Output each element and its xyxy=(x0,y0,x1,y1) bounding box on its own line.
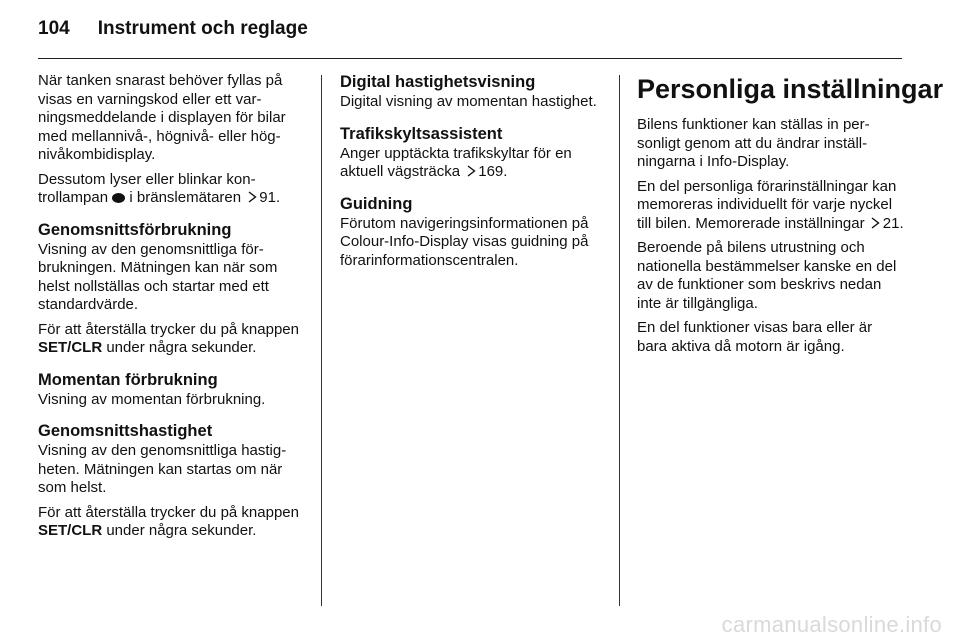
personal-settings-text-4: En del funktioner visas bara eller är bara aktiva då motorn är igång. xyxy=(637,319,873,355)
set-clr-button-label: SET/CLR xyxy=(38,522,103,539)
reset-text-after: under några sekunder. xyxy=(106,522,257,539)
traffic-sign-page-ref[interactable]: 169. xyxy=(478,163,508,180)
fuel-warning-paragraph: När tanken snarast behöver fyllas på visas en varningskod eller ett varningsmeddelande i displayen för bilar med mellannivå-, högnivå- eller högnivåkombidisplay. xyxy=(38,72,286,163)
column-divider-left xyxy=(321,75,322,606)
personal-settings-page-ref[interactable]: 21. xyxy=(882,214,904,232)
instant-consumption-text: Visning av momentan förbrukning. xyxy=(38,390,266,408)
personal-settings-text-3: Beroende på bilens utrustning och nationella bestämmelser kanske en del av de funktioner som beskrivs nedan inte är tillgängliga. xyxy=(637,239,897,312)
section-title-traffic-sign-assistant: Trafikskyltsassistent xyxy=(340,124,503,143)
section-title-personal-settings: Personliga inställningar xyxy=(637,74,944,104)
average-consumption-text: Visning av den genomsnittliga förbrukningen. Mätningen kan när som helst nollställas och startar med ett standardvärde. xyxy=(38,240,278,313)
traffic-sign-text-body: Anger upptäckta trafikskyltar för en aktuell vägsträcka xyxy=(340,144,572,180)
section-title-digital-speed: Digital hastighetsvisning xyxy=(340,73,536,91)
section-title-average-speed: Genomsnittshastighet xyxy=(38,422,213,440)
section-title-average-consumption: Genomsnittsförbrukning xyxy=(38,220,232,239)
page-reference-arrow-icon xyxy=(464,163,478,182)
fuel-warning-lamp-icon xyxy=(112,193,125,203)
average-speed-text: Visning av den genomsnittliga hastigheten. Mätningen kan startas om när som helst. xyxy=(38,442,287,496)
right-column xyxy=(637,72,944,362)
fuel-lamp-page-ref[interactable]: 91. xyxy=(259,189,281,206)
middle-column xyxy=(340,72,605,276)
page-title: Instrument och reglage xyxy=(97,18,308,39)
reset-text-after: under några sekunder. xyxy=(106,339,257,356)
average-consumption-reset-text xyxy=(38,321,306,358)
personal-settings-text-2-body: En del personliga förarinställningar kan memoreras individuellt för varje nyckel till bilen. Memorerade inställningar xyxy=(637,177,897,232)
page-reference-arrow-icon xyxy=(245,189,259,208)
personal-settings-text-1: Bilens funktioner kan ställas in personligt genom att du ändrar inställningarna i Info-Display. xyxy=(637,116,870,170)
column-divider-right xyxy=(619,75,620,606)
reset-text-before: För att återställa trycker du på knappen xyxy=(38,503,299,521)
traffic-sign-text xyxy=(340,145,605,182)
average-speed-reset-text xyxy=(38,504,306,541)
watermark: carmanualsonline.info xyxy=(721,612,942,637)
set-clr-button-label: SET/CLR xyxy=(38,339,103,356)
reset-text-before: För att återställa trycker du på knappen xyxy=(38,320,299,338)
page-number: 104 xyxy=(38,18,70,39)
left-column xyxy=(38,72,306,547)
personal-settings-text-2 xyxy=(637,178,905,234)
digital-speed-text: Digital visning av momentan hastighet. xyxy=(340,93,597,110)
page-reference-arrow-icon xyxy=(869,215,883,234)
guidance-text: Förutom navigeringsinformationen på Colour-Info-Display visas guidning på förarinformationscentralen. xyxy=(340,214,589,269)
fuel-lamp-text-middle: i bränslemätaren xyxy=(129,189,242,206)
section-title-instant-consumption: Momentan förbrukning xyxy=(38,370,218,389)
fuel-lamp-paragraph xyxy=(38,171,306,208)
page-header xyxy=(38,18,308,40)
header-rule xyxy=(38,58,902,59)
section-title-guidance: Guidning xyxy=(340,194,413,213)
fuel-lamp-text-before: Dessutom lyser eller blinkar kontrollampan xyxy=(38,170,256,206)
